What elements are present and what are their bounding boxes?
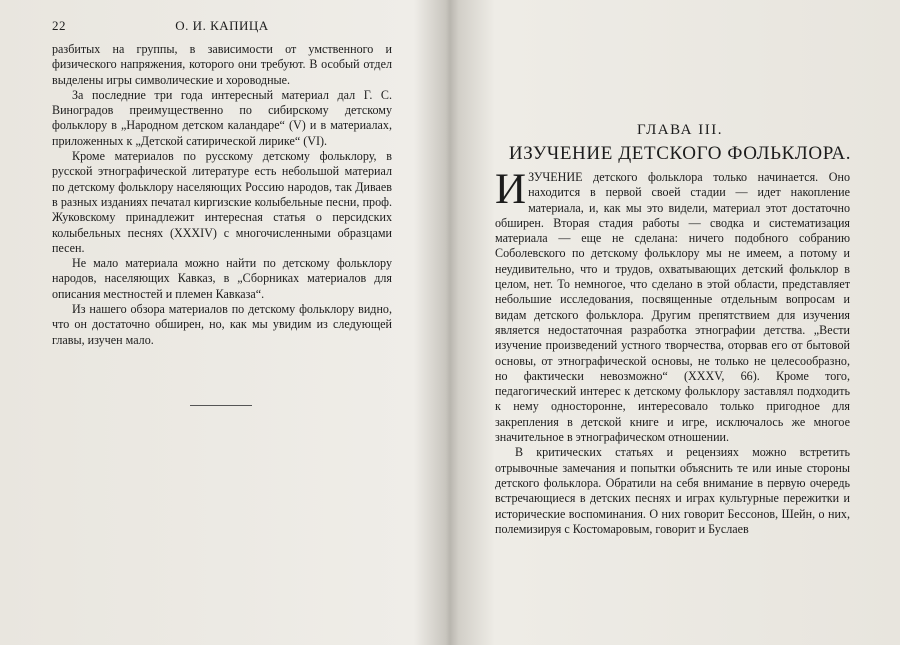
drop-cap: И xyxy=(495,166,527,213)
lead-paragraph xyxy=(495,166,850,445)
right-page xyxy=(455,0,900,645)
paragraph: За последние три года интересный материал дал Г. С. Виноградов преимущественно по сибирскому детскому фольклору в „Народном детском каландаре“ (V) и в материалах, приложенных к „Детской сатирической лирике“ (VI). xyxy=(52,87,392,148)
paragraph: Из нашего обзора материалов по детскому фольклору видно, что он достаточно обширен, но, как мы увидим из следующей главы, изучен мало. xyxy=(52,302,392,347)
paragraph: В критических статьях и рецензиях можно встретить отрывочные замечания и попытки объяснить те или иные стороны детского фольклора. Обратили на себя внимание в первую очередь встречающиеся в детских песнях и играх культурные пережитки и исторические воспоминания. О них говорит Бессонов, Шейн, о них, полемизируя с Костомаровым, говорит и Буслаев xyxy=(495,445,850,536)
paragraph: Не мало материала можно найти по детскому фольклору народов, населяющих Кавказ, в „Сборниках материалов для описания местностей и племен Кавказа“. xyxy=(52,256,392,301)
lead-paragraph-text: ЗУЧЕНИЕ детского фольклора только начинается. Оно находится в первой своей стадии — идет накопление материала, и, как мы это видели, материал этот достаточно обширен. Вторая стадия работы — сводка и систематизация материала — еще не сделана: ничего подобного собранию Соболевского по детскому фольклору мы не имеем, а потому и неудивительно, что и трудов, охватывающих детский фольклор в целом, нет. То немногое, что сделано в этой области, представляет небольшие исследования, посвященные отдельным вопросам и видам детского фольклора. Другим препятствием для изучения является недостаточная разработка этнографии детства. „Вести изучение произведений устного творчества, оторвав его от бытовой основы, от этнографической основы, не только не целесообразно, но фактически невозможно“ (XXXV, 66). Кроме того, педагогический интерес к детскому фольклору заставлял подходить к нему односторонне, интересовало только пригодное для закрепления в детской книге и игре, исключалось же многое значительное в этнографическом отношении. xyxy=(495,170,850,445)
paragraph: разбитых на группы, в зависимости от умственного и физического напряжения, которого они требуют. В особый отдел выделены игры символические и хороводные. xyxy=(52,42,392,87)
left-page xyxy=(0,0,445,645)
chapter-title: ИЗУЧЕНИЕ ДЕТСКОГО ФОЛЬКЛОРА. xyxy=(508,143,852,164)
left-body-text xyxy=(52,42,392,348)
chapter-number: ГЛАВА III. xyxy=(637,122,723,138)
section-end-rule xyxy=(190,405,252,406)
right-body-text xyxy=(495,166,850,537)
author-running-title: О. И. КАПИЦА xyxy=(175,18,269,33)
page-number: 22 xyxy=(52,18,66,33)
paragraph: Кроме материалов по русскому детскому фольклору, в русской этнографической литературе есть небольшой материал по детскому фольклору населяющих Россию народов, так Диваев в разных изданиях печатал киргизские колыбельные песни, проф. Жуковскому принадлежит интересная статья о персидских колыбельных песнях (XXXIV) с многочисленными образцами песен. xyxy=(52,149,392,255)
